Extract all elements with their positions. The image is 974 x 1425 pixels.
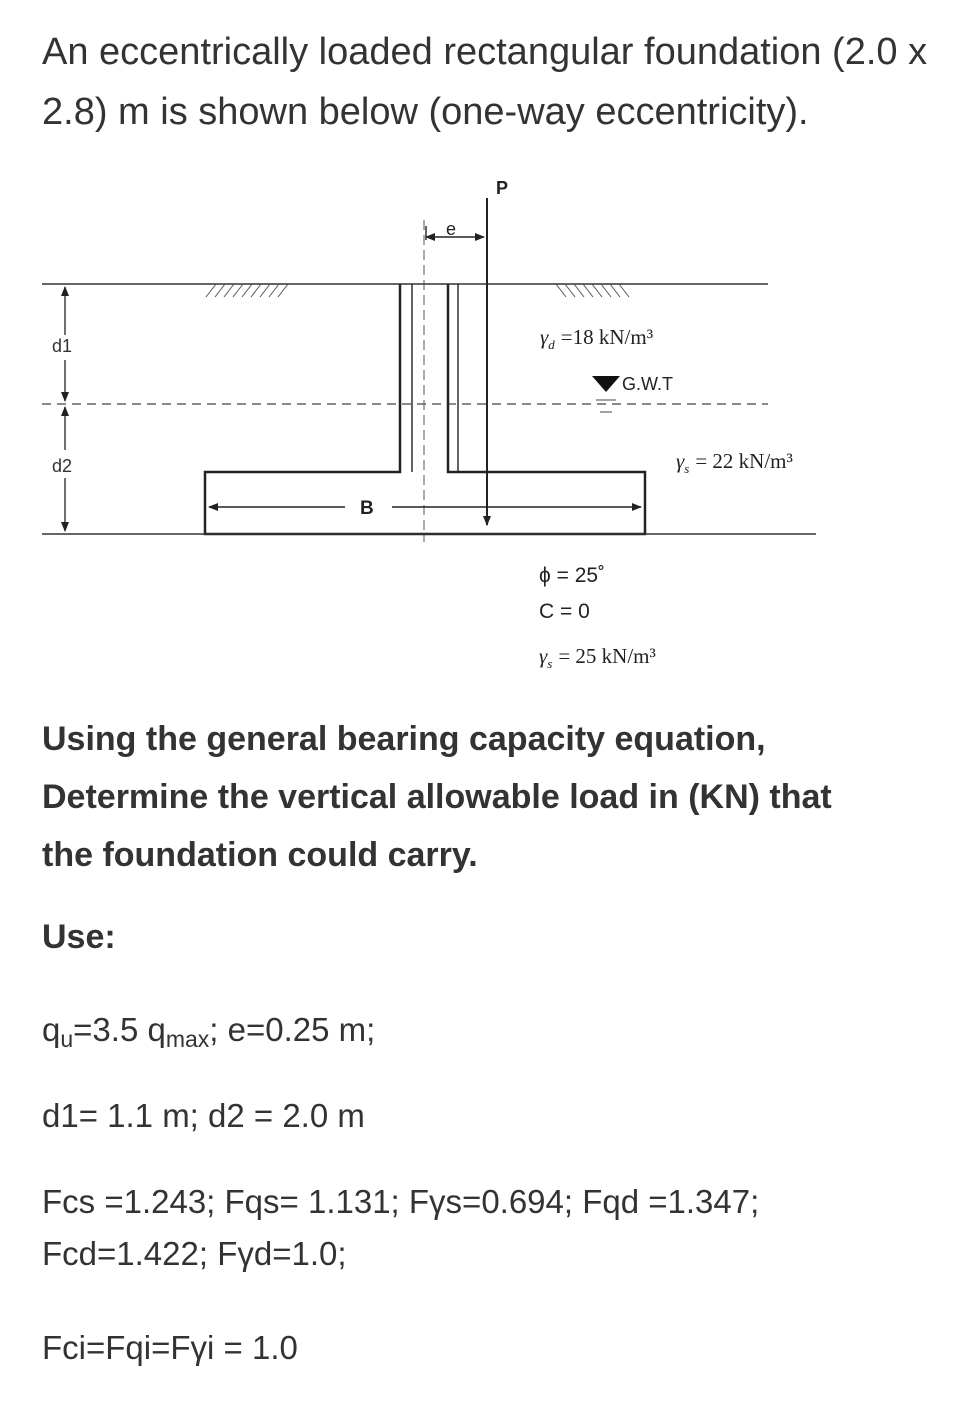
d1-label: d1 [52, 336, 73, 356]
qu-subscript: u [60, 1026, 74, 1052]
qu-rest: ; e=0.25 m; [209, 1011, 376, 1048]
qu-symbol: q [42, 1011, 61, 1048]
question-text [42, 710, 942, 884]
intro-line-2: 2.8) m is shown below (one-way eccentricity). [42, 91, 809, 133]
question-line-2: Determine the vertical allowable load in (KN) that [42, 778, 832, 816]
phi-label: ϕ = 25˚ [539, 564, 606, 587]
given-qu [42, 1004, 952, 1065]
question-line-1: Using the general bearing capacity equation, [42, 720, 766, 758]
eccentricity-label: e [446, 219, 457, 239]
gamma-d-label: $\gamma_d =18$ kN/m³ [540, 325, 654, 352]
foundation-diagram-svg [0, 160, 974, 690]
gwt-triangle-icon [592, 376, 620, 392]
use-label: Use: [42, 918, 116, 956]
ground-hatch-right [556, 284, 629, 297]
width-b-label: B [360, 498, 374, 519]
d2-label: d2 [52, 456, 73, 476]
factors-line-2: Fcd=1.422; Fγd=1.0; [42, 1235, 347, 1272]
given-factors [42, 1176, 952, 1280]
given-depths: d1= 1.1 m; d2 = 2.0 m [42, 1097, 365, 1134]
ground-hatch-left [206, 284, 288, 297]
footing-outline [205, 284, 645, 534]
question-line-3: the foundation could carry. [42, 836, 478, 874]
qu-equation: =3.5 q [73, 1011, 166, 1048]
problem-intro [42, 22, 942, 142]
gamma-s-upper-label: $\gamma_s = 22$ kN/m³ [676, 449, 793, 476]
given-inclination-factors: Fci=Fqi=Fγi = 1.0 [42, 1329, 298, 1366]
factors-line-1: Fcs =1.243; Fqs= 1.131; Fγs=0.694; Fqd =1.347; [42, 1183, 760, 1220]
cohesion-label: C = 0 [539, 600, 590, 623]
intro-line-1: An eccentrically loaded rectangular foundation (2.0 x [42, 31, 928, 73]
load-p-label: P [496, 178, 509, 198]
qmax-subscript: max [165, 1026, 210, 1052]
gamma-s-lower-label: $\gamma_s = 25$ kN/m³ [539, 644, 656, 671]
gwt-label: G.W.T [622, 374, 673, 394]
foundation-diagram [0, 160, 974, 690]
